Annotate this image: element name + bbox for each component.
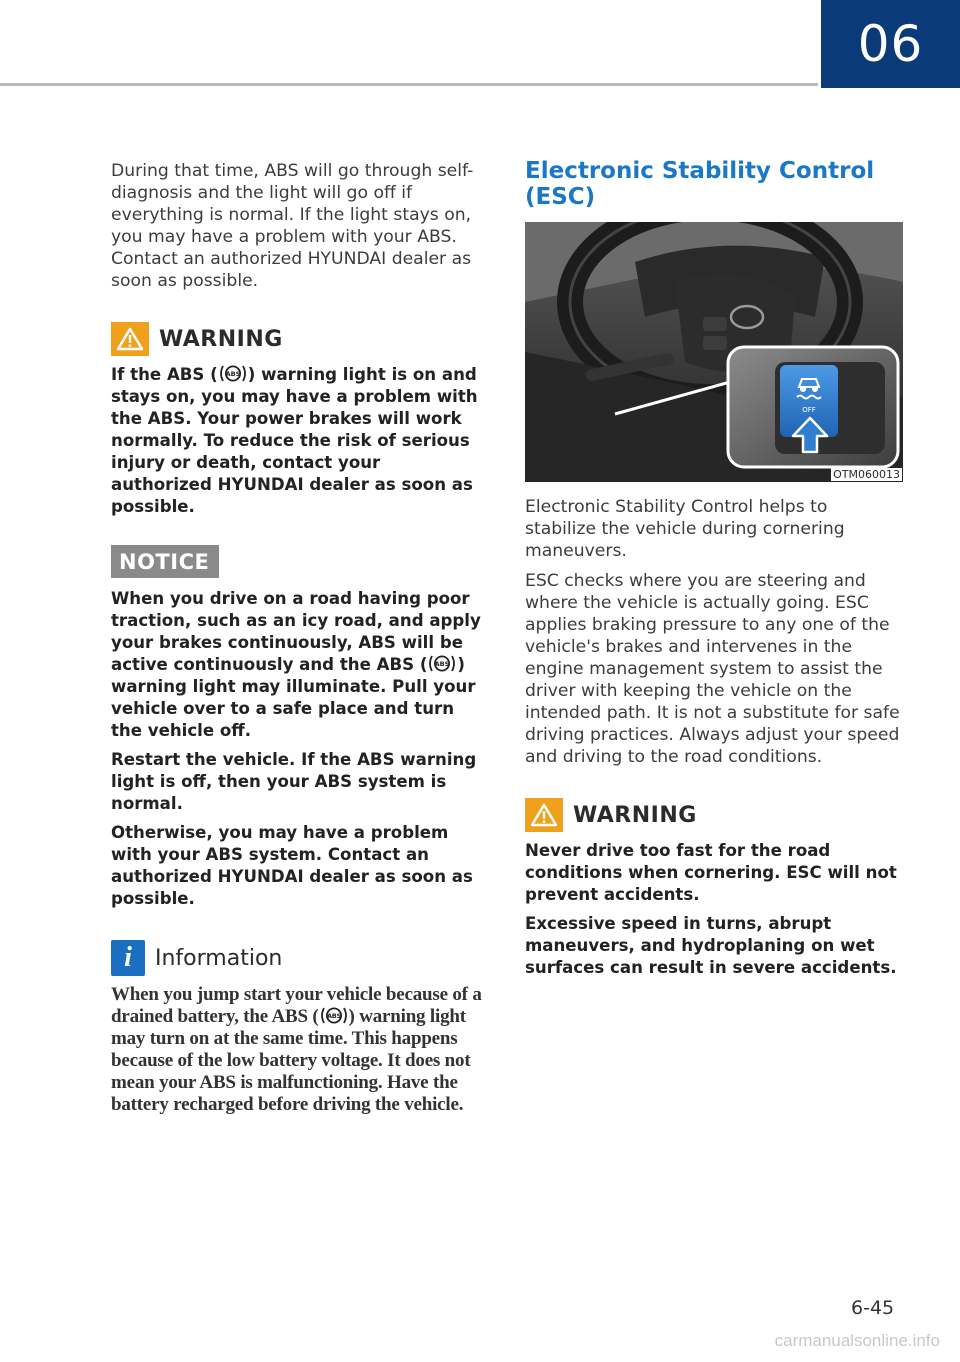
notice-paragraph-1: When you drive on a road having poor traction, such as an icy road, and apply your brakes continuously, ABS will be active continuously and the ABS ( ABS ) warning light may illuminate. Pull your vehicle over to a safe place and turn the vehicle off.	[111, 589, 481, 740]
esc-warning-heading	[525, 798, 903, 832]
abs-warning-icon	[319, 1006, 349, 1025]
photo-caption: OTM060013	[833, 468, 900, 481]
svg-text:ABS: ABS	[435, 660, 450, 668]
abs-warning-icon	[218, 364, 248, 383]
esc-paragraph-2: ESC checks where you are steering and where the vehicle is actually going. ESC applies braking pressure to any one of the vehicle's brakes and intervenes in the engine management system to assist the driver with keeping the vehicle on the intended path. It is not a substitute for safe driving practices. Always adjust your speed and driving to the road conditions.	[525, 571, 900, 767]
esc-warning-title: WARNING	[573, 802, 697, 828]
header-rule	[0, 83, 818, 86]
page-number: 6-45	[851, 1297, 895, 1319]
esc-off-label: OFF	[802, 406, 816, 414]
esc-photo	[525, 222, 903, 482]
notice-label: NOTICE	[111, 545, 219, 578]
footer-watermark: carmanualsonline.info	[774, 1331, 940, 1350]
abs-intro-paragraph: During that time, ABS will go through self-diagnosis and the light will go off if everything is normal. If the light stays on, you may have a problem with your ABS. Contact an authorized HYUNDAI dealer as soon as possible.	[111, 161, 474, 291]
left-column	[111, 160, 486, 1116]
esc-warning-paragraph-1: Never drive too fast for the road conditions when cornering. ESC will not prevent accidents.	[525, 841, 897, 904]
abs-warning-icon	[427, 654, 457, 673]
chapter-tab: 06	[821, 0, 960, 88]
esc-paragraph-1: Electronic Stability Control helps to stabilize the vehicle during cornering maneuvers.	[525, 497, 845, 561]
warning-title: WARNING	[159, 326, 283, 352]
warning-triangle-icon	[111, 322, 149, 356]
notice-paragraph-3: Otherwise, you may have a problem with your ABS system. Contact an authorized HYUNDAI dealer as soon as possible.	[111, 823, 473, 908]
notice-paragraph-2: Restart the vehicle. If the ABS warning light is off, then your ABS system is normal.	[111, 750, 477, 813]
esc-description	[525, 496, 903, 768]
information-icon: i	[111, 940, 145, 976]
svg-text:ABS: ABS	[225, 370, 241, 378]
abs-warning-text: If the ABS ( ABS ) warning light is on and stays on, you may have a problem with the ABS. Your power brakes will work normally. To reduce the risk of serious injury or death, contact your authorized HYUNDAI dealer as soon as possible.	[111, 365, 478, 516]
svg-text:ABS: ABS	[326, 1012, 341, 1020]
dashboard-illustration	[525, 222, 903, 482]
warning-triangle-icon	[525, 798, 563, 832]
section-title: Electronic Stability Control (ESC)	[525, 158, 875, 210]
right-column	[525, 160, 903, 979]
esc-warning-paragraph-2: Excessive speed in turns, abrupt maneuvers, and hydroplaning on wet surfaces can result in severe accidents.	[525, 914, 897, 977]
information-heading	[111, 940, 486, 976]
warning-heading	[111, 322, 486, 356]
information-title: Information	[155, 945, 283, 971]
information-text: When you jump start your vehicle because of a drained battery, the ABS ( ABS ) warning light may turn on at the same time. This happens because of the low battery voltage. It does not mean your ABS is malfunctioning. Have the battery recharged before driving the vehicle.	[111, 984, 482, 1115]
